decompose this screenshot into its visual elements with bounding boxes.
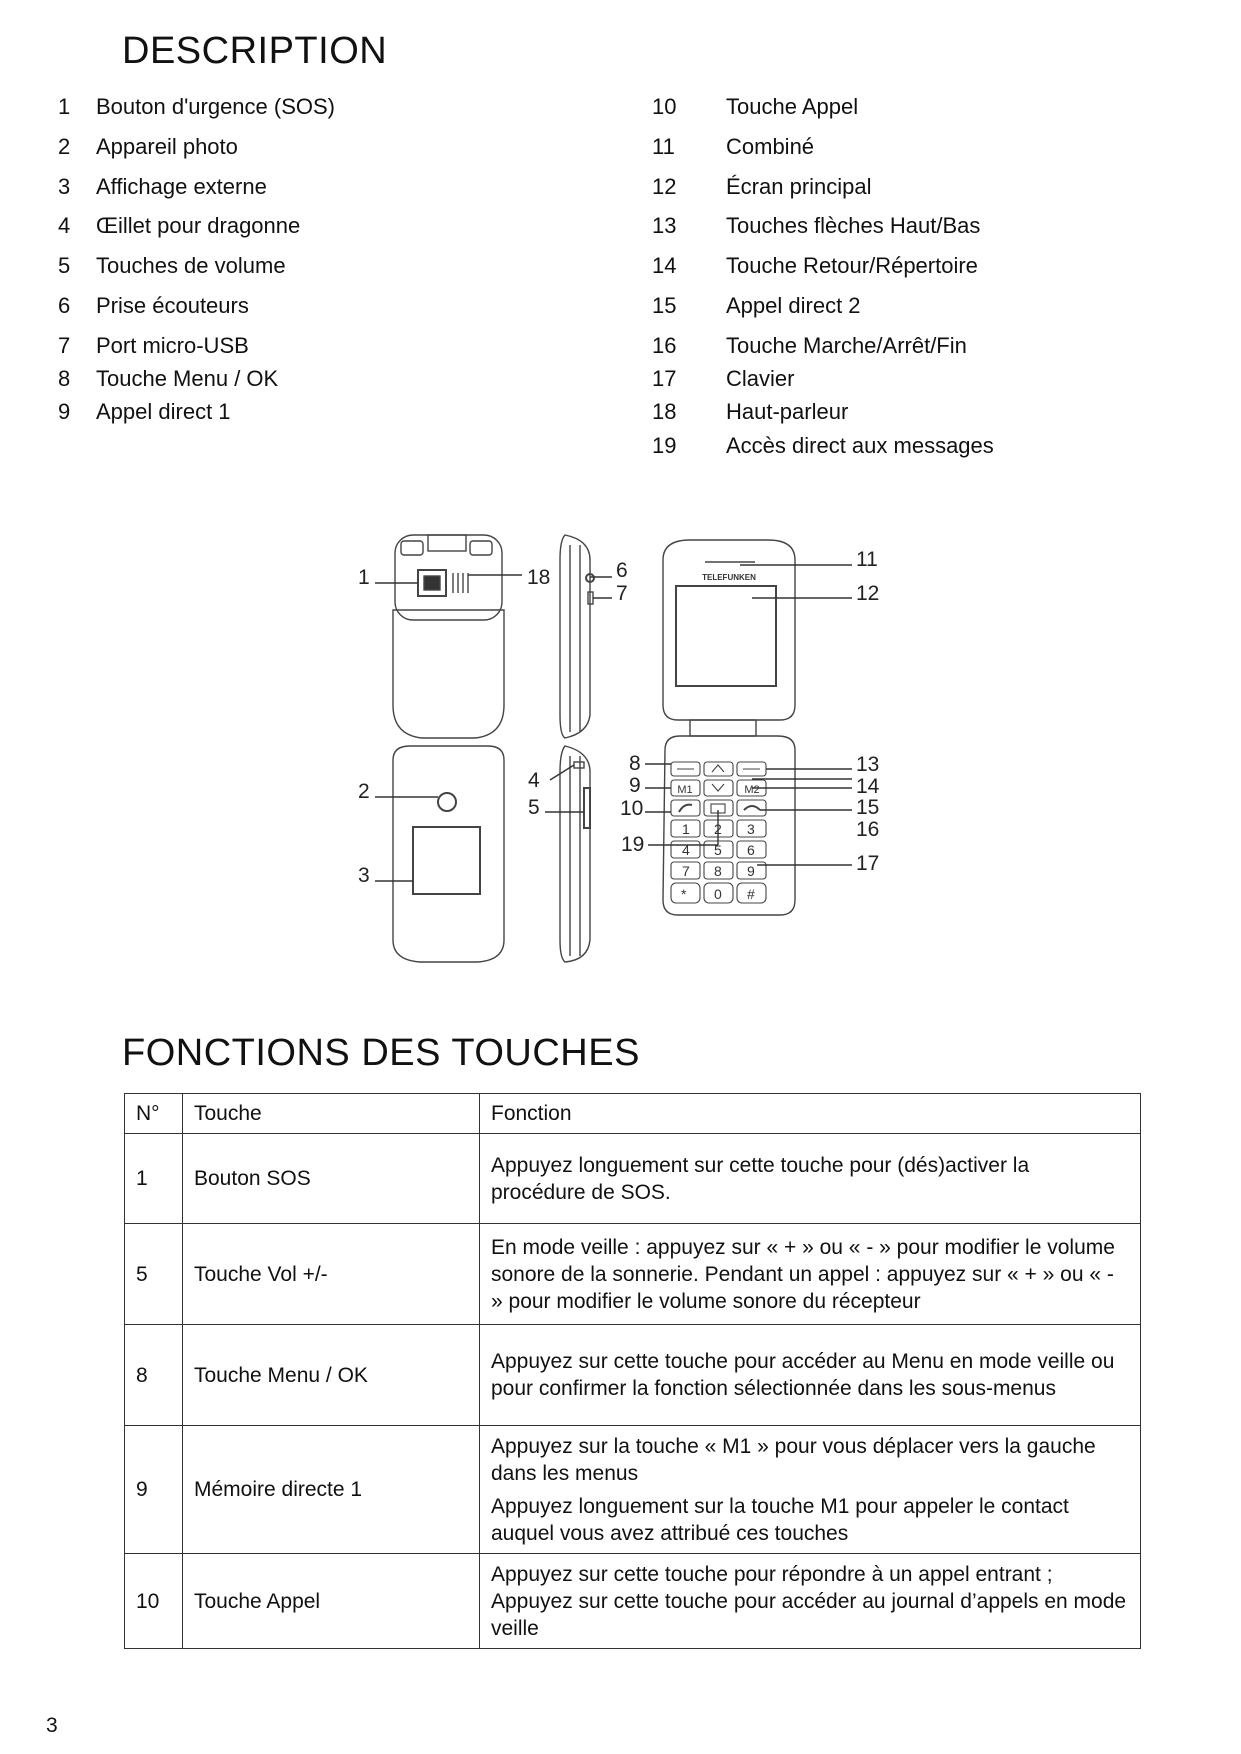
back-speaker-grille (453, 573, 468, 593)
item-number: 14 (652, 253, 677, 278)
item-label: Touches flèches Haut/Bas (726, 213, 981, 238)
callout-14: 14 (856, 775, 880, 798)
callout-leader-lines (375, 565, 852, 881)
row-key: Bouton SOS (183, 1134, 480, 1224)
function-text: En mode veille : appuyez sur « + » ou « - » pour modifier le volume sonore de la sonnerie. Pendant un appel : appuyez sur « + » ou « - » pour modifier le volume sonore du récepteur (491, 1235, 1115, 1313)
callout-13: 13 (856, 753, 880, 776)
item-label: Touche Menu / OK (96, 366, 279, 391)
key-hash-label: # (747, 886, 755, 902)
function-text: Appuyez longuement sur cette touche pour (dés)activer la procédure de SOS. (491, 1153, 1030, 1204)
callout-numbers (358, 548, 880, 887)
table-row (125, 1426, 1141, 1554)
functions-title: FONCTIONS DES TOUCHES (122, 1032, 640, 1074)
key-7-label: 7 (682, 863, 690, 879)
function-text: Appuyez sur cette touche pour répondre à un appel entrant ; Appuyez sur cette touche pour accéder au journal d’appels en mode veille (491, 1562, 1127, 1640)
key-2-label: 2 (714, 821, 722, 837)
callout-7: 7 (616, 582, 628, 605)
row-num: 1 (125, 1134, 183, 1224)
key-1-label: 1 (682, 821, 690, 837)
function-text: Appuyez longuement sur la touche M1 pour appeler le contact auquel vous avez attribué ces touches (491, 1494, 1069, 1545)
row-function (480, 1554, 1141, 1649)
phone-open-view (663, 540, 795, 915)
key-9-label: 9 (747, 863, 755, 879)
item-number: 19 (652, 433, 677, 458)
camera (438, 793, 456, 811)
item-number: 16 (652, 333, 677, 358)
item-number: 11 (652, 134, 675, 159)
header-key: Touche (183, 1094, 480, 1134)
item-number: 6 (58, 293, 71, 318)
callout-16: 16 (856, 818, 880, 841)
table-header-row (125, 1094, 1141, 1134)
item-label: Appareil photo (96, 134, 238, 159)
callout-4: 4 (528, 769, 540, 792)
call-icon (679, 805, 692, 812)
item-number: 7 (58, 333, 71, 358)
item-label: Écran principal (726, 174, 872, 199)
key-6-label: 6 (747, 842, 755, 858)
phone-side-view-top (560, 535, 594, 738)
row-key: Touche Vol +/- (183, 1224, 480, 1325)
up-arrow-icon (712, 765, 724, 772)
m2-key-label: M2 (744, 784, 760, 796)
item-label: Port micro-USB (96, 333, 249, 358)
callout-15: 15 (856, 796, 880, 819)
row-function (480, 1224, 1141, 1325)
down-arrow-icon (712, 784, 724, 791)
function-text: Appuyez sur cette touche pour accéder au Menu en mode veille ou pour confirmer la fonction sélectionnée dans les sous-menus (491, 1350, 1115, 1400)
row-key: Touche Appel (183, 1554, 480, 1649)
row-key: Touche Menu / OK (183, 1325, 480, 1426)
item-number: 15 (652, 293, 677, 318)
phone-back-view (393, 535, 504, 738)
item-label: Appel direct 1 (96, 399, 231, 424)
callout-2: 2 (358, 780, 370, 803)
table-row (125, 1554, 1141, 1649)
page-number: 3 (46, 1714, 58, 1737)
item-number: 9 (58, 399, 71, 424)
main-screen (676, 586, 776, 686)
callout-1: 1 (358, 566, 370, 589)
key-star-label: * (681, 886, 687, 902)
row-key: Mémoire directe 1 (183, 1426, 480, 1554)
item-number: 12 (652, 174, 677, 199)
table-row (125, 1325, 1141, 1426)
item-label: Appel direct 2 (726, 293, 861, 318)
row-num: 5 (125, 1224, 183, 1325)
callout-9: 9 (629, 774, 641, 797)
key-3-label: 3 (747, 821, 755, 837)
external-display (413, 827, 480, 894)
function-text: Appuyez sur la touche « M1 » pour vous déplacer vers la gauche dans les menus (491, 1434, 1096, 1485)
item-number: 1 (58, 94, 71, 119)
lanyard-eyelet (574, 762, 584, 768)
functions-table (124, 1093, 1141, 1649)
item-label: Touche Marche/Arrêt/Fin (726, 333, 967, 358)
sos-button-core (424, 576, 440, 590)
phone-side-view-bottom (560, 746, 590, 962)
hinge (690, 720, 756, 736)
row-num: 8 (125, 1325, 183, 1426)
row-num: 10 (125, 1554, 183, 1649)
table-row (125, 1224, 1141, 1325)
item-label: Touches de volume (96, 253, 286, 278)
item-label: Accès direct aux messages (726, 433, 994, 458)
item-number: 5 (58, 253, 71, 278)
item-number: 13 (652, 213, 677, 238)
header-num: N° (125, 1094, 183, 1134)
brand-label: TELEFUNKEN (702, 573, 756, 582)
item-label: Touche Appel (726, 94, 859, 119)
item-label: Combiné (726, 134, 815, 159)
callout-12: 12 (856, 582, 880, 605)
callout-18: 18 (527, 566, 551, 589)
end-call-icon (744, 806, 760, 810)
row-num: 9 (125, 1426, 183, 1554)
header-function: Fonction (480, 1094, 1141, 1134)
volume-keys (584, 788, 590, 828)
callout-17: 17 (856, 852, 880, 875)
callout-10: 10 (620, 797, 644, 820)
item-number: 8 (58, 366, 71, 391)
item-number: 17 (652, 366, 677, 391)
item-label: Œillet pour dragonne (96, 213, 301, 238)
item-number: 4 (58, 213, 71, 238)
item-label: Bouton d'urgence (SOS) (96, 94, 336, 119)
row-function (480, 1325, 1141, 1426)
callout-19: 19 (621, 833, 645, 856)
callout-3: 3 (358, 864, 370, 887)
item-number: 2 (58, 134, 71, 159)
item-label: Touche Retour/Répertoire (726, 253, 978, 278)
key-0-label: 0 (714, 886, 722, 902)
callout-5: 5 (528, 796, 540, 819)
item-number: 18 (652, 399, 677, 424)
key-8-label: 8 (714, 863, 722, 879)
row-function (480, 1426, 1141, 1554)
item-label: Prise écouteurs (96, 293, 249, 318)
m1-key-label: M1 (677, 784, 693, 796)
phone-front-view (393, 746, 504, 962)
phone-diagram (355, 525, 925, 975)
key-4-label: 4 (682, 842, 690, 858)
description-title: DESCRIPTION (122, 30, 388, 72)
row-function (480, 1134, 1141, 1224)
item-label: Haut-parleur (726, 399, 849, 424)
callout-11: 11 (856, 548, 878, 571)
item-number: 3 (58, 174, 71, 199)
callout-6: 6 (616, 559, 628, 582)
item-label: Clavier (726, 366, 795, 391)
key-5-label: 5 (714, 842, 722, 858)
item-number: 10 (652, 94, 677, 119)
table-row (125, 1134, 1141, 1224)
callout-8: 8 (629, 752, 641, 775)
item-label: Affichage externe (96, 174, 267, 199)
